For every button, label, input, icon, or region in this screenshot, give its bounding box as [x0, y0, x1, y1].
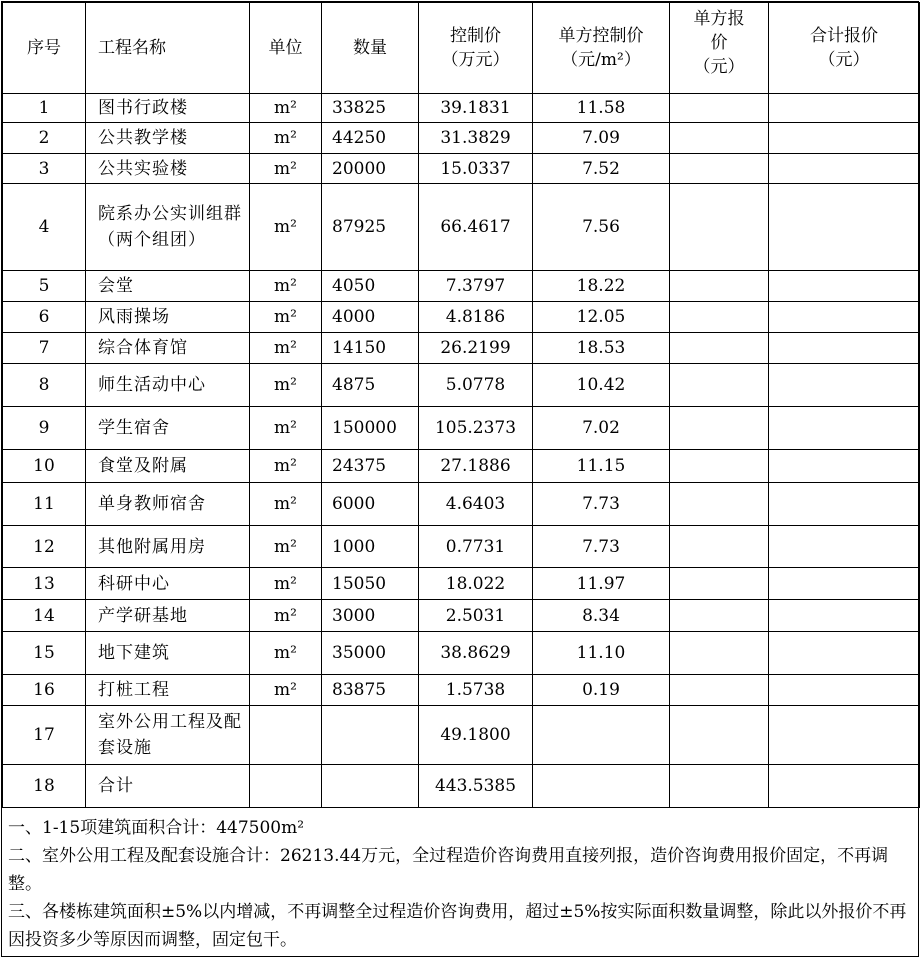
header-qty: 数量	[322, 3, 419, 94]
cell-name: 风雨操场	[86, 302, 250, 333]
cell-no: 7	[3, 333, 86, 364]
cell-unit-price: 7.02	[533, 407, 670, 450]
cell-no: 10	[3, 450, 86, 483]
cell-total-quote	[769, 765, 920, 808]
cell-name: 打桩工程	[86, 675, 250, 706]
cell-unit: m²	[250, 568, 322, 600]
cell-qty: 150000	[322, 407, 419, 450]
cell-unit	[250, 706, 322, 765]
cell-qty: 3000	[322, 600, 419, 632]
header-line: 单方报	[693, 9, 745, 29]
header-unit-control-price	[533, 3, 670, 94]
cell-name: 室外公用工程及配套设施	[86, 706, 250, 765]
cell-qty: 24375	[322, 450, 419, 483]
cell-no: 2	[3, 123, 86, 154]
cell-price: 31.3829	[419, 123, 533, 154]
cell-unit-quote	[670, 271, 769, 302]
header-control-price	[419, 3, 533, 94]
cell-unit-quote	[670, 600, 769, 632]
cell-qty: 15050	[322, 568, 419, 600]
cell-name: 食堂及附属	[86, 450, 250, 483]
cell-unit-price: 11.58	[533, 94, 670, 123]
cell-unit-quote	[670, 526, 769, 568]
cell-price: 4.8186	[419, 302, 533, 333]
cell-name: 学生宿舍	[86, 407, 250, 450]
cell-qty	[322, 706, 419, 765]
cell-price: 0.7731	[419, 526, 533, 568]
cell-unit-price: 7.56	[533, 184, 670, 271]
cell-unit-quote	[670, 450, 769, 483]
header-no: 序号	[3, 3, 86, 94]
header-line: 控制价	[450, 26, 501, 46]
cell-name: 会堂	[86, 271, 250, 302]
table-row	[3, 271, 920, 302]
cell-unit: m²	[250, 450, 322, 483]
cell-price: 1.5738	[419, 675, 533, 706]
cell-unit-price: 0.19	[533, 675, 670, 706]
cell-unit-quote	[670, 675, 769, 706]
header-line: （元）	[818, 50, 870, 70]
cell-qty: 83875	[322, 675, 419, 706]
table-row	[3, 333, 920, 364]
cell-price: 443.5385	[419, 765, 533, 808]
cell-total-quote	[769, 407, 920, 450]
cell-no: 4	[3, 184, 86, 271]
cell-total-quote	[769, 94, 920, 123]
header-total-quote	[769, 3, 920, 94]
cell-no: 18	[3, 765, 86, 808]
cell-qty: 1000	[322, 526, 419, 568]
header-line: 单方控制价	[558, 26, 644, 46]
cell-unit-quote	[670, 94, 769, 123]
cell-qty: 14150	[322, 333, 419, 364]
header-name: 工程名称	[86, 3, 250, 94]
cell-name: 师生活动中心	[86, 364, 250, 407]
cell-unit-quote	[670, 302, 769, 333]
cell-unit: m²	[250, 675, 322, 706]
cell-qty: 4000	[322, 302, 419, 333]
cell-name: 院系办公实训组群（两个组团）	[86, 184, 250, 271]
pricing-table	[2, 2, 920, 808]
header-unit-quote	[670, 3, 769, 94]
cell-price: 15.0337	[419, 154, 533, 184]
cell-no: 1	[3, 94, 86, 123]
cell-price: 49.1800	[419, 706, 533, 765]
cell-total-quote	[769, 123, 920, 154]
cell-unit: m²	[250, 407, 322, 450]
table-row	[3, 184, 920, 271]
cell-qty: 4050	[322, 271, 419, 302]
cell-price: 105.2373	[419, 407, 533, 450]
cell-unit: m²	[250, 483, 322, 526]
cell-qty: 33825	[322, 94, 419, 123]
table-row	[3, 94, 920, 123]
cell-unit-price: 7.73	[533, 483, 670, 526]
cell-price: 39.1831	[419, 94, 533, 123]
cell-total-quote	[769, 600, 920, 632]
table-row	[3, 600, 920, 632]
cell-price: 7.3797	[419, 271, 533, 302]
cell-name: 公共教学楼	[86, 123, 250, 154]
cell-price: 18.022	[419, 568, 533, 600]
note-1: 一、1-15项建筑面积合计：447500m²	[8, 818, 305, 838]
cell-no: 8	[3, 364, 86, 407]
cell-no: 3	[3, 154, 86, 184]
cell-unit-quote	[670, 706, 769, 765]
cell-unit: m²	[250, 632, 322, 675]
cell-unit-quote	[670, 407, 769, 450]
cell-unit: m²	[250, 302, 322, 333]
cell-total-quote	[769, 450, 920, 483]
cell-name: 合计	[86, 765, 250, 808]
cell-price: 26.2199	[419, 333, 533, 364]
cell-no: 15	[3, 632, 86, 675]
cell-qty: 87925	[322, 184, 419, 271]
cell-qty: 20000	[322, 154, 419, 184]
header-row	[3, 3, 920, 94]
cell-total-quote	[769, 632, 920, 675]
cell-name: 图书行政楼	[86, 94, 250, 123]
cell-no: 13	[3, 568, 86, 600]
cell-unit: m²	[250, 600, 322, 632]
cell-no: 16	[3, 675, 86, 706]
cell-name: 公共实验楼	[86, 154, 250, 184]
table-row	[3, 154, 920, 184]
pricing-sheet	[1, 1, 919, 957]
cell-unit-quote	[670, 568, 769, 600]
cell-unit-price: 7.73	[533, 526, 670, 568]
table-row	[3, 526, 920, 568]
cell-total-quote	[769, 675, 920, 706]
notes	[2, 808, 918, 954]
cell-name: 综合体育馆	[86, 333, 250, 364]
cell-name: 科研中心	[86, 568, 250, 600]
table-row	[3, 450, 920, 483]
header-line: 价	[710, 33, 728, 53]
note-3: 三、各楼栋建筑面积±5%以内增减，不再调整全过程造价咨询费用，超过±5%按实际面积数量调整，除此以外报价不再因投资多少等原因而调整，固定包干。	[8, 902, 907, 950]
table-row	[3, 632, 920, 675]
cell-qty: 35000	[322, 632, 419, 675]
cell-unit-quote	[670, 123, 769, 154]
cell-total-quote	[769, 568, 920, 600]
cell-price: 66.4617	[419, 184, 533, 271]
cell-unit-price	[533, 765, 670, 808]
cell-unit-quote	[670, 765, 769, 808]
cell-unit-quote	[670, 483, 769, 526]
cell-name: 单身教师宿舍	[86, 483, 250, 526]
cell-unit: m²	[250, 333, 322, 364]
cell-qty: 44250	[322, 123, 419, 154]
table-row	[3, 675, 920, 706]
table-row	[3, 483, 920, 526]
cell-unit-quote	[670, 154, 769, 184]
cell-unit-price: 8.34	[533, 600, 670, 632]
cell-unit: m²	[250, 184, 322, 271]
cell-name: 产学研基地	[86, 600, 250, 632]
cell-unit-price: 18.53	[533, 333, 670, 364]
cell-unit: m²	[250, 271, 322, 302]
cell-unit-quote	[670, 333, 769, 364]
cell-price: 27.1886	[419, 450, 533, 483]
cell-qty: 6000	[322, 483, 419, 526]
cell-total-quote	[769, 706, 920, 765]
cell-price: 2.5031	[419, 600, 533, 632]
cell-no: 11	[3, 483, 86, 526]
cell-unit: m²	[250, 94, 322, 123]
cell-name: 其他附属用房	[86, 526, 250, 568]
cell-no: 12	[3, 526, 86, 568]
cell-no: 5	[3, 271, 86, 302]
table-row	[3, 568, 920, 600]
note-2: 二、室外公用工程及配套设施合计：26213.44万元，全过程造价咨询费用直接列报，造价咨询费用报价固定，不再调整。	[8, 846, 889, 894]
cell-unit-price: 11.97	[533, 568, 670, 600]
cell-total-quote	[769, 333, 920, 364]
cell-price: 5.0778	[419, 364, 533, 407]
cell-qty	[322, 765, 419, 808]
header-line: （万元）	[441, 50, 510, 70]
table-row	[3, 706, 920, 765]
cell-unit: m²	[250, 364, 322, 407]
cell-total-quote	[769, 271, 920, 302]
cell-unit: m²	[250, 526, 322, 568]
cell-price: 4.6403	[419, 483, 533, 526]
table-body	[3, 94, 920, 808]
cell-unit-price: 11.10	[533, 632, 670, 675]
table-row	[3, 364, 920, 407]
cell-no: 17	[3, 706, 86, 765]
cell-unit-price: 18.22	[533, 271, 670, 302]
table-row	[3, 302, 920, 333]
cell-unit	[250, 765, 322, 808]
cell-name: 地下建筑	[86, 632, 250, 675]
table-row	[3, 765, 920, 808]
cell-total-quote	[769, 483, 920, 526]
cell-total-quote	[769, 526, 920, 568]
table-row	[3, 407, 920, 450]
cell-unit-price: 11.15	[533, 450, 670, 483]
cell-no: 14	[3, 600, 86, 632]
cell-qty: 4875	[322, 364, 419, 407]
cell-unit-price: 7.52	[533, 154, 670, 184]
header-line: 合计报价	[810, 26, 878, 46]
cell-unit-price: 12.05	[533, 302, 670, 333]
header-line: （元/m²）	[561, 50, 641, 70]
cell-no: 6	[3, 302, 86, 333]
cell-total-quote	[769, 302, 920, 333]
cell-price: 38.8629	[419, 632, 533, 675]
cell-total-quote	[769, 184, 920, 271]
cell-total-quote	[769, 364, 920, 407]
header-unit: 单位	[250, 3, 322, 94]
cell-unit-price: 7.09	[533, 123, 670, 154]
cell-unit: m²	[250, 123, 322, 154]
cell-unit-quote	[670, 364, 769, 407]
header-line: （元）	[693, 57, 745, 77]
table-row	[3, 123, 920, 154]
cell-unit-quote	[670, 184, 769, 271]
cell-unit: m²	[250, 154, 322, 184]
cell-total-quote	[769, 154, 920, 184]
cell-unit-price	[533, 706, 670, 765]
cell-unit-quote	[670, 632, 769, 675]
cell-unit-price: 10.42	[533, 364, 670, 407]
cell-no: 9	[3, 407, 86, 450]
